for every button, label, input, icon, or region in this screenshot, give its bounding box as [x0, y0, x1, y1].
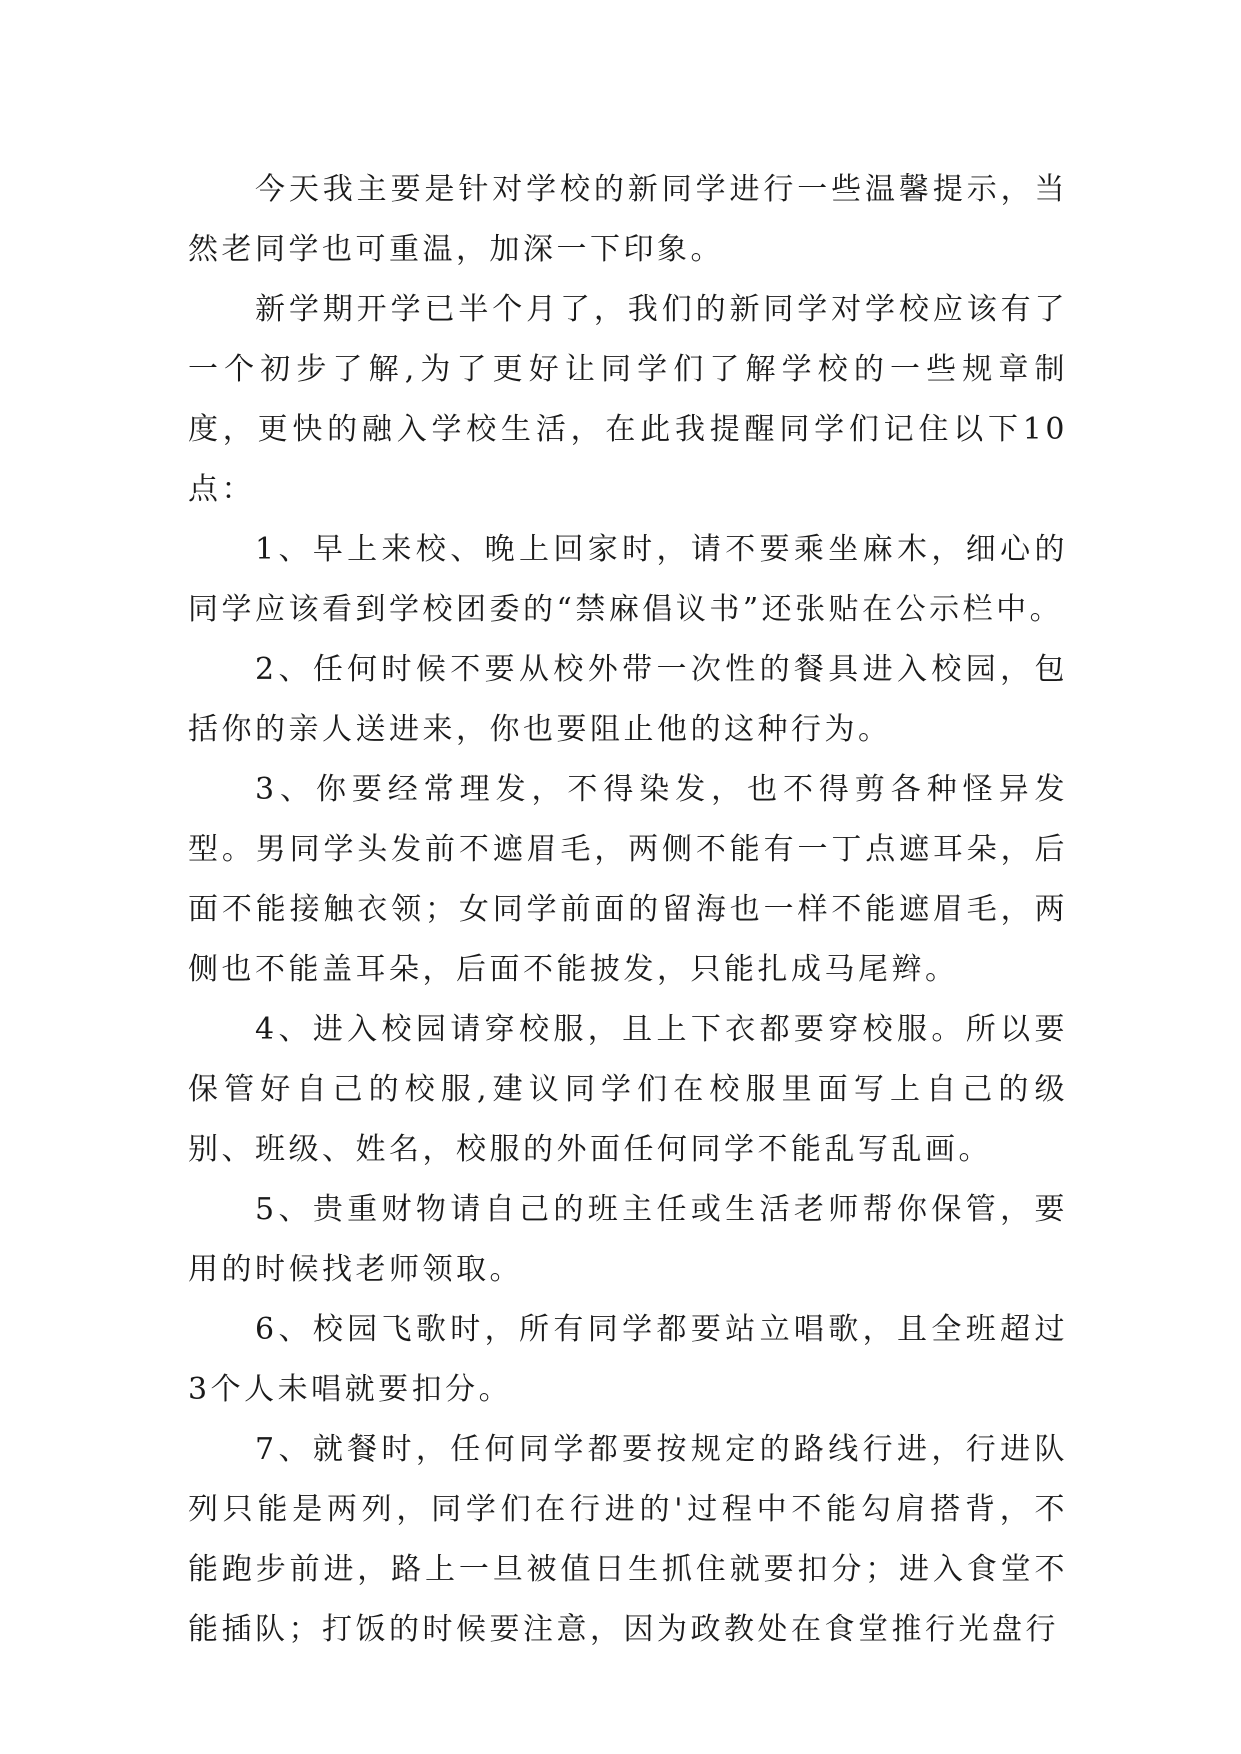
document-body [188, 160, 1068, 1660]
paragraph-rule-5: 5、贵重财物请自己的班主任或生活老师帮你保管，要用的时候找老师领取。 [188, 1192, 1068, 1287]
paragraph-rule-7: 7、就餐时，任何同学都要按规定的路线行进，行进队列只能是两列，同学们在行进的'过程中不能勾肩搭背，不能跑步前进，路上一旦被值日生抓住就要扣分；进入食堂不能插队；打饭的时候要注意，因为政教处在食堂推行光盘行 [188, 1432, 1068, 1647]
paragraph-rule-2: 2、任何时候不要从校外带一次性的餐具进入校园，包括你的亲人送进来，你也要阻止他的这种行为。 [188, 652, 1068, 747]
paragraph-rule-4: 4、进入校园请穿校服，且上下衣都要穿校服。所以要保管好自己的校服,建议同学们在校服里面写上自己的级别、班级、姓名，校服的外面任何同学不能乱写乱画。 [188, 1012, 1068, 1167]
paragraph-rule-1: 1、早上来校、晚上回家时，请不要乘坐麻木，细心的同学应该看到学校团委的“禁麻倡议书”还张贴在公示栏中。 [188, 532, 1068, 627]
paragraph-intro: 今天我主要是针对学校的新同学进行一些温馨提示，当然老同学也可重温，加深一下印象。 [188, 172, 1068, 267]
paragraph-rule-3: 3、你要经常理发，不得染发，也不得剪各种怪异发型。男同学头发前不遮眉毛，两侧不能有一丁点遮耳朵，后面不能接触衣领；女同学前面的留海也一样不能遮眉毛，两侧也不能盖耳朵，后面不能披发，只能扎成马尾辫。 [188, 772, 1068, 987]
paragraph-overview: 新学期开学已半个月了，我们的新同学对学校应该有了一个初步了解,为了更好让同学们了解学校的一些规章制度，更快的融入学校生活，在此我提醒同学们记住以下10点： [188, 292, 1068, 507]
paragraph-rule-6: 6、校园飞歌时，所有同学都要站立唱歌，且全班超过3个人未唱就要扣分。 [188, 1312, 1068, 1407]
